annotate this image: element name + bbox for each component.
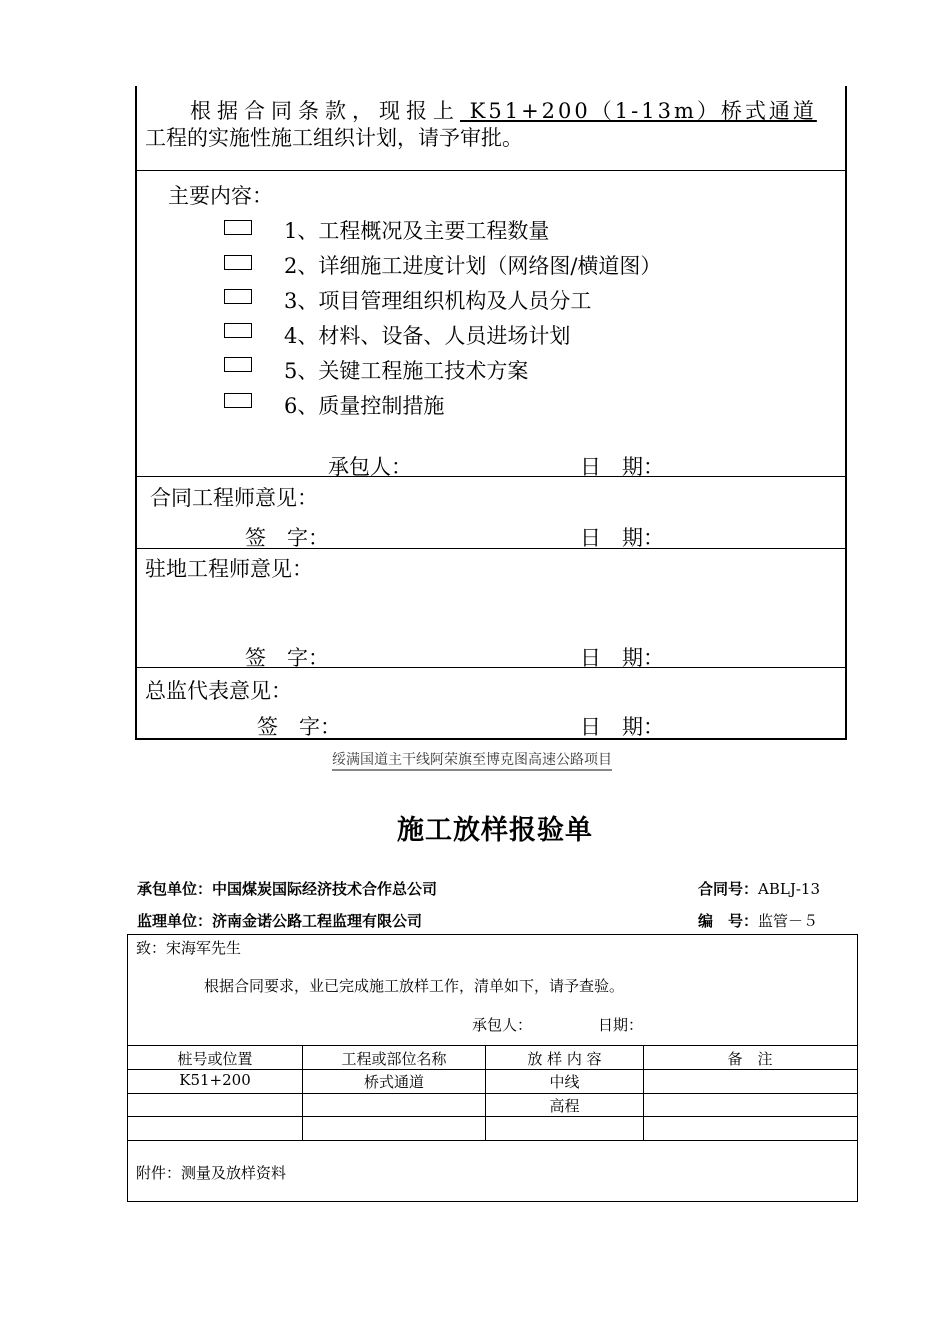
row-divider [127, 1093, 858, 1094]
content-item: 4、材料、设备、人员进场计划 [284, 324, 571, 348]
row-divider [127, 1116, 858, 1117]
intro-suffix: 工程的实施性施工组织计划，请予审批。 [145, 126, 523, 150]
row-divider [135, 170, 845, 171]
date-label: 日期： [598, 1016, 644, 1034]
item-checkbox[interactable] [224, 255, 252, 270]
row-divider [127, 1045, 858, 1046]
request-body: 根据合同要求，业已完成施工放样工作，清单如下，请予查验。 [204, 977, 625, 995]
main-content-label: 主要内容： [168, 184, 273, 208]
item-checkbox[interactable] [224, 393, 252, 408]
date-label: 日 期： [580, 715, 664, 739]
chief-supervisor-label: 总监代表意见： [145, 679, 292, 703]
sign-label: 签 字： [245, 526, 329, 550]
content-item: 6、质量控制措施 [284, 394, 445, 418]
intro-project: K51+200（1-13m）桥式通道 [460, 99, 817, 123]
table-cell: K51+200 [179, 1071, 251, 1089]
supervisor-unit: 监理单位：济南金诺公路工程监理有限公司 [137, 912, 423, 930]
serial-number-label: 编 号： [698, 912, 759, 930]
table-cell: 高程 [549, 1097, 580, 1115]
item-checkbox[interactable] [224, 289, 252, 304]
column-header: 备 注 [727, 1050, 773, 1068]
content-item: 2、详细施工进度计划（网络图/横道图） [284, 254, 662, 278]
sign-label: 签 字： [245, 646, 329, 670]
item-checkbox[interactable] [224, 357, 252, 372]
serial-number [698, 910, 818, 931]
content-item: 1、工程概况及主要工程数量 [284, 219, 550, 243]
contract-number [698, 878, 820, 899]
row-divider [127, 1069, 858, 1070]
date-label: 日 期： [580, 526, 664, 550]
table-cell: 中线 [549, 1073, 580, 1091]
row-divider [135, 667, 845, 668]
resident-engineer-label: 驻地工程师意见： [145, 557, 313, 581]
column-header: 放 样 内 容 [527, 1050, 602, 1068]
content-item: 5、关键工程施工技术方案 [284, 359, 529, 383]
content-item: 3、项目管理组织机构及人员分工 [284, 289, 592, 313]
row-divider [127, 1140, 858, 1141]
item-checkbox[interactable] [224, 323, 252, 338]
project-name: 绥满国道主干线阿荣旗至博克图高速公路项目 [332, 749, 612, 771]
addressee: 致：宋海军先生 [136, 939, 242, 957]
intro-line [190, 95, 817, 125]
contractor-label: 承包人： [472, 1016, 533, 1034]
serial-number-value: 监管－５ [758, 912, 819, 930]
sign-label: 签 字： [257, 715, 341, 739]
contract-engineer-label: 合同工程师意见： [150, 486, 318, 510]
date-label: 日 期： [580, 455, 664, 479]
intro-prefix: 根据合同条款，现报上 [190, 99, 460, 123]
attachment-note: 附件：测量及放样资料 [136, 1164, 287, 1182]
table-cell: 桥式通道 [363, 1073, 424, 1091]
contractor-label: 承包人： [328, 455, 412, 479]
column-header: 工程或部位名称 [341, 1050, 447, 1068]
date-label: 日 期： [580, 646, 664, 670]
contract-number-value: ABLJ-13 [758, 880, 821, 898]
document-title: 施工放样报验单 [397, 815, 593, 846]
contractor-unit: 承包单位：中国煤炭国际经济技术合作总公司 [137, 880, 438, 898]
column-header: 桩号或位置 [177, 1050, 253, 1068]
contract-number-label: 合同号： [698, 880, 759, 898]
row-divider [135, 548, 845, 549]
item-checkbox[interactable] [224, 220, 252, 235]
row-divider [135, 476, 845, 477]
